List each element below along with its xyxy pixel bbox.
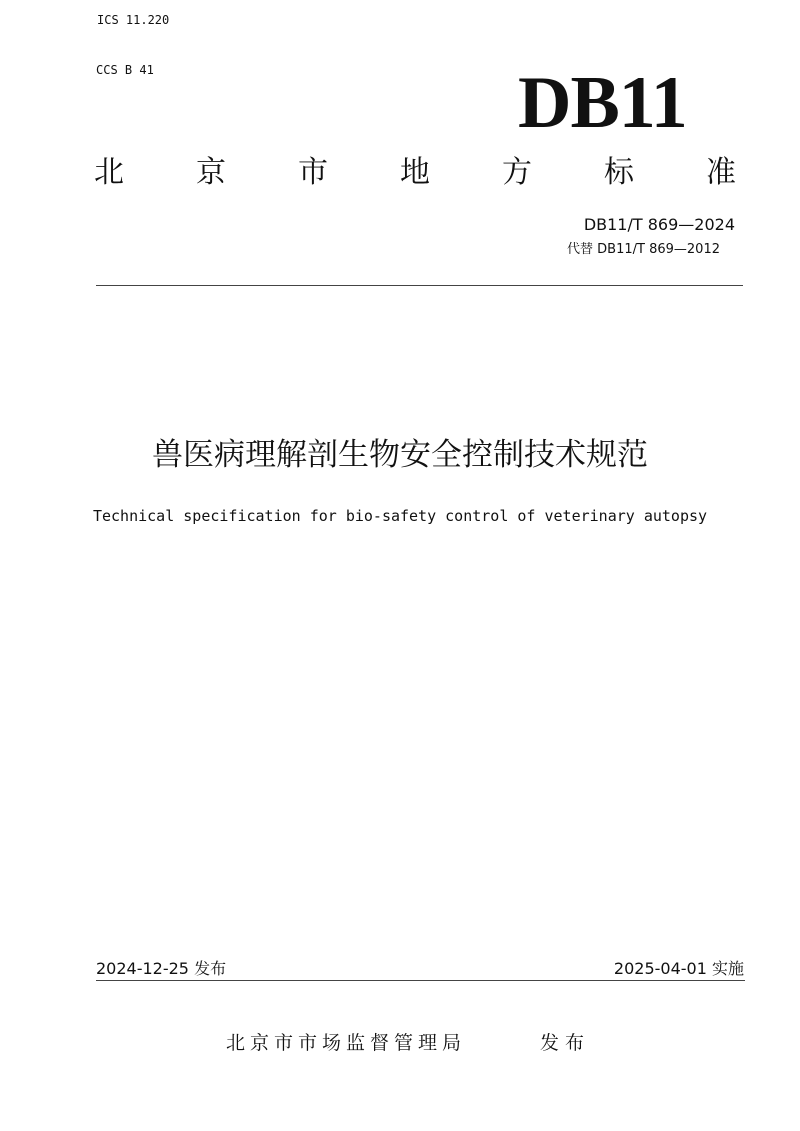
standard-code: DB11/T 869—2024 [583,215,735,234]
standard-type-char: 方 [502,155,532,190]
standard-type-char: 市 [298,155,328,190]
db11-logo: DB11 [518,62,687,144]
footer-divider [96,980,745,981]
effective-date: 2025-04-01 实施 [613,959,744,978]
standard-type-char: 准 [706,155,736,190]
document-title-chinese: 兽医病理解剖生物安全控制技术规范 [152,437,648,473]
issue-label: 发布 [540,1032,591,1054]
standard-type-char: 地 [400,155,430,190]
standard-type-char: 标 [604,155,634,190]
document-title-english: Technical specification for bio-safety control of veterinary autopsy [92,507,708,525]
standard-type-title [94,153,736,193]
ics-code: ICS 11.220 [97,13,170,27]
replaces-standard: 代替 DB11/T 869—2012 [567,242,720,257]
issuing-authority: 北京市市场监督管理局 [226,1032,467,1054]
ccs-code: CCS B 41 [96,63,154,77]
issue-date: 2024-12-25 发布 [96,959,227,978]
header-divider [96,285,743,286]
standard-type-char: 京 [196,155,226,190]
standard-type-char: 北 [94,155,124,190]
